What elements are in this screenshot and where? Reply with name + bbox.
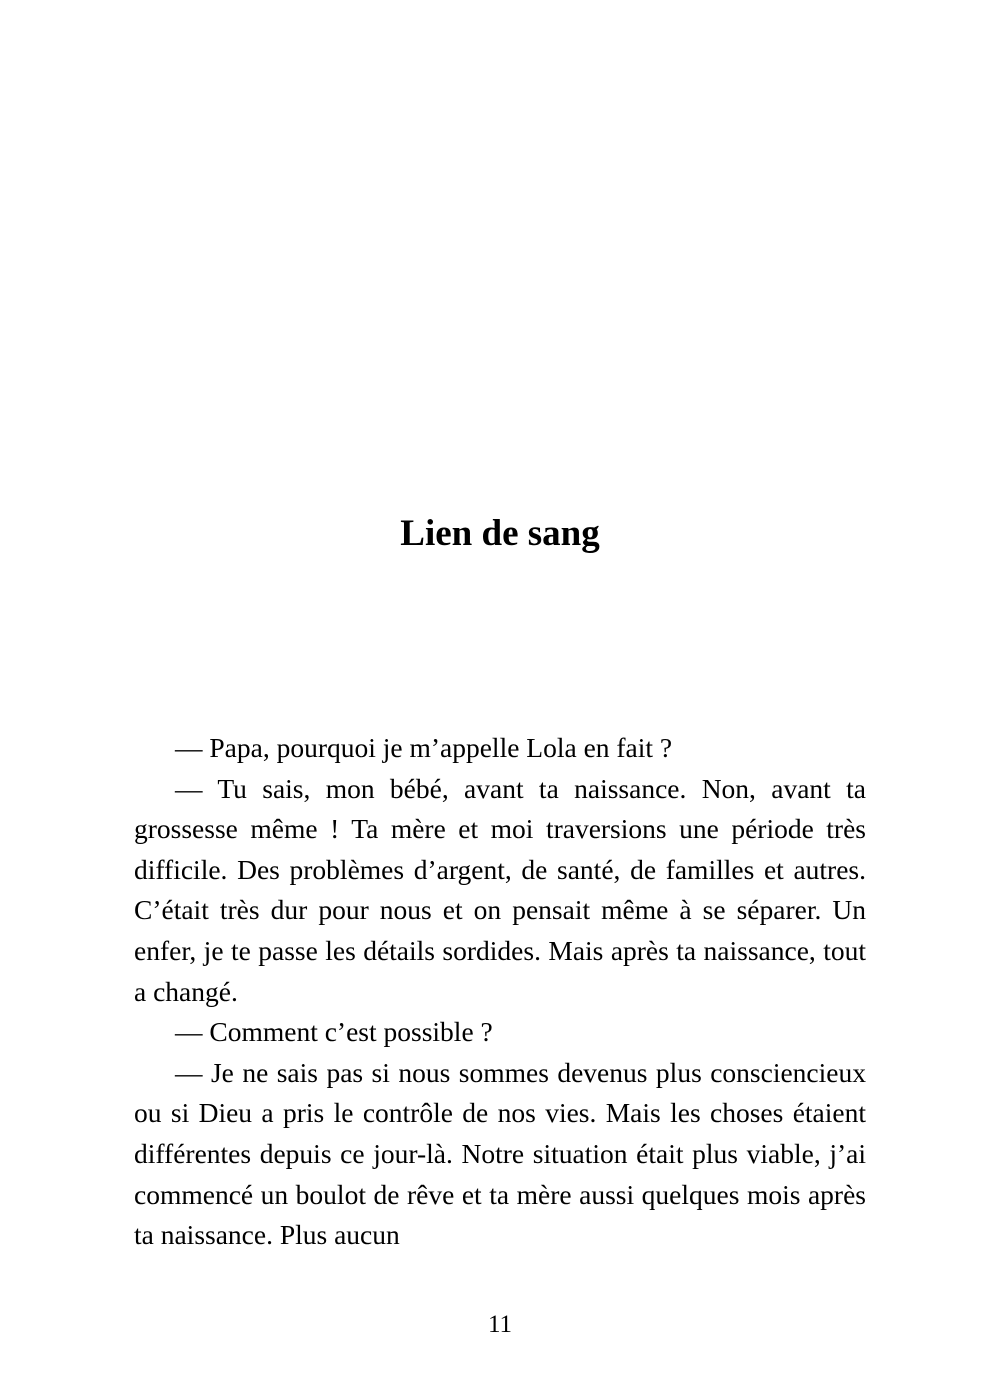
paragraph: — Comment c’est possible ? [175, 1016, 493, 1048]
body-text [134, 728, 866, 1256]
paragraph: — Papa, pourquoi je m’appelle Lola en fait ? [175, 732, 673, 763]
paragraph: — Je ne sais pas si nous sommes devenus plus consciencieux ou si Dieu a pris le contrôle de nos vies. Mais les choses étaient différentes depuis ce jour-là. Notre situation était plus viable, j’ai commencé un boulot de rêve et ta mère aussi quelques mois après ta naissance. Plus aucun [134, 1056, 866, 1251]
paragraph: — Tu sais, mon bébé, avant ta naissance. Non, avant ta grossesse même ! Ta mère et moi traversions une période très difficile. Des problèmes d’argent, de santé, de familles et autres. C’était très dur pour nous et on pensait même à se séparer. Un enfer, je te passe les détails sordides. Mais après ta naissance, tout a changé. [134, 772, 866, 1007]
page-number: 11 [487, 1311, 513, 1338]
chapter-title: Lien de sang [400, 513, 600, 554]
